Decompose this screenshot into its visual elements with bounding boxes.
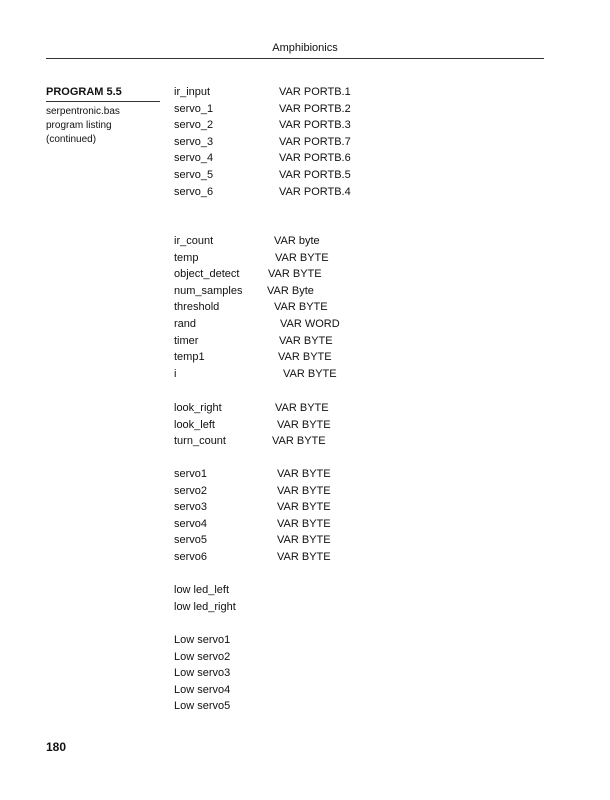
variable-declaration: VAR PORTB.2 [279, 102, 351, 115]
variable-name: servo2 [174, 484, 208, 497]
variable-declaration: VAR BYTE [272, 435, 326, 448]
variable-name: servo_1 [174, 102, 214, 115]
variable-name: ir_count [174, 235, 214, 247]
variable-name: look_right [174, 402, 222, 414]
variable-name: servo_4 [174, 152, 214, 165]
variable-declaration: VAR BYTE [283, 367, 337, 380]
variable-name: servo_3 [174, 135, 214, 148]
variable-name: timer [174, 334, 199, 347]
variable-name: i [174, 367, 177, 380]
variable-declaration: VAR Byte [267, 284, 314, 297]
variable-name: servo_6 [174, 185, 214, 198]
variable-name: temp [174, 251, 199, 264]
code-line: Low servo5 [174, 700, 231, 713]
variable-declaration: VAR BYTE [275, 251, 329, 264]
variable-declaration: VAR BYTE [275, 402, 329, 414]
code-line: Low servo4 [174, 683, 231, 696]
variable-declaration: VAR PORTB.3 [279, 119, 351, 132]
code-line: Low servo2 [174, 650, 231, 663]
variable-declaration: VAR BYTE [274, 301, 328, 314]
variable-declaration: VAR PORTB.7 [279, 135, 351, 148]
servo-low-statements [174, 632, 230, 715]
variable-declaration: VAR BYTE [277, 418, 331, 431]
caption-line: serpentronic.bas [46, 106, 120, 117]
variable-declaration: VAR PORTB.4 [279, 185, 351, 198]
led-low-statements [174, 582, 236, 615]
variable-declaration: VAR PORTB.5 [279, 168, 351, 181]
variable-name: servo4 [174, 517, 208, 530]
variable-declaration: VAR BYTE [268, 268, 322, 281]
code-line: low led_right [174, 600, 236, 613]
code-line: Low servo3 [174, 667, 231, 680]
variable-name: servo1 [174, 468, 208, 480]
variable-declaration: VAR BYTE [277, 484, 331, 497]
variable-declaration: VAR BYTE [278, 351, 332, 364]
code-line: Low servo1 [174, 634, 231, 646]
variable-name: look_left [174, 418, 215, 431]
variable-name: ir_input [174, 86, 211, 98]
variable-declaration: VAR BYTE [277, 468, 331, 480]
variable-declaration: VAR PORTB.1 [279, 86, 351, 98]
variable-name: rand [174, 317, 197, 330]
variable-declaration: VAR BYTE [277, 550, 331, 563]
variable-name: turn_count [174, 435, 226, 448]
variable-declaration: VAR BYTE [279, 334, 333, 347]
variable-declaration: VAR BYTE [277, 517, 331, 530]
variable-name: servo3 [174, 501, 208, 514]
header-divider [46, 58, 544, 59]
page-number: 180 [46, 740, 67, 754]
running-header: Amphibionics [272, 42, 338, 54]
sidebar-divider [46, 101, 160, 102]
caption-line: (continued) [46, 134, 97, 145]
variable-declaration: VAR byte [274, 235, 320, 247]
program-label: PROGRAM 5.5 [46, 86, 122, 98]
variable-name: servo_2 [174, 119, 214, 132]
variable-name: temp1 [174, 351, 205, 364]
program-caption [46, 105, 160, 147]
caption-line: program listing [46, 120, 112, 131]
program-sidebar [46, 86, 160, 147]
variable-name: threshold [174, 301, 220, 314]
variable-name: servo5 [174, 534, 208, 547]
variable-declaration: VAR PORTB.6 [279, 152, 351, 165]
variable-declaration: VAR BYTE [277, 501, 331, 514]
variable-name: object_detect [174, 268, 240, 281]
variable-name: servo_5 [174, 168, 214, 181]
variable-declaration: VAR WORD [280, 317, 340, 330]
variable-declaration: VAR BYTE [277, 534, 331, 547]
code-line: low led_left [174, 584, 230, 596]
variable-name: num_samples [174, 284, 243, 297]
variable-name: servo6 [174, 550, 208, 563]
